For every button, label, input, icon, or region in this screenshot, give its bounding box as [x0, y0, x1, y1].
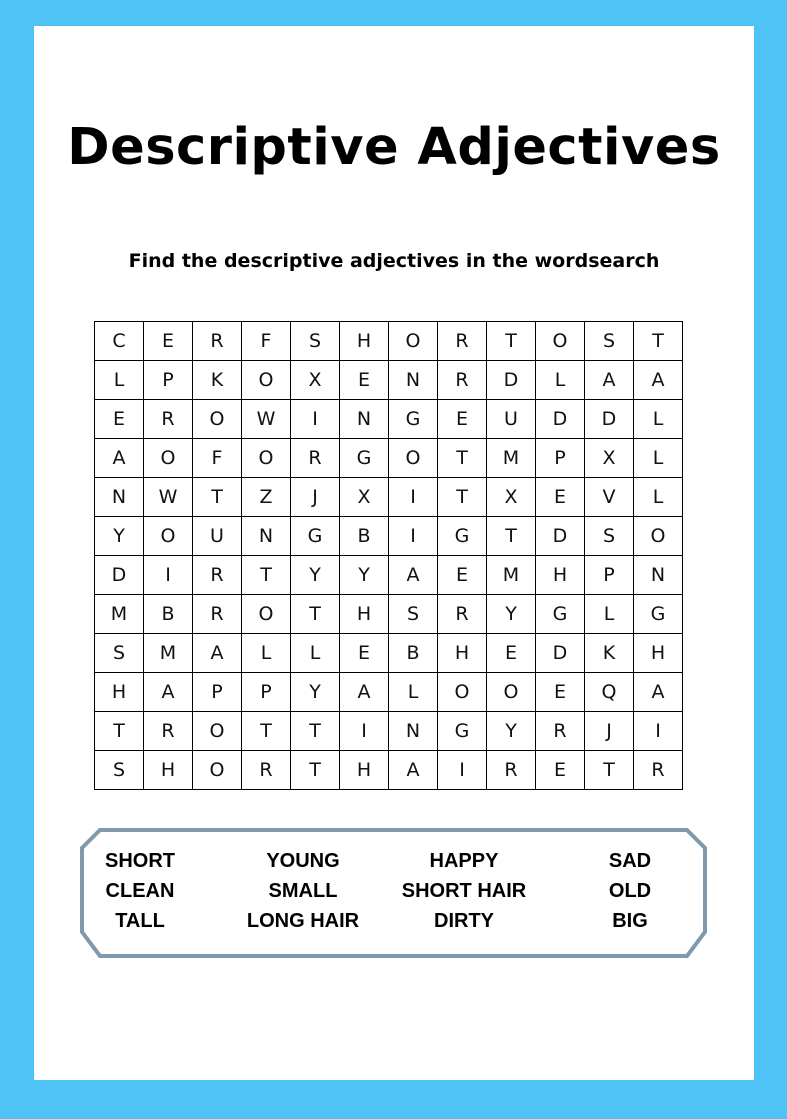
- word-list-item: HAPPY: [429, 850, 499, 872]
- wordsearch-grid: [94, 321, 683, 790]
- grid-row: [95, 751, 683, 790]
- worksheet-page: [34, 26, 754, 1080]
- grid-cell[interactable]: V: [585, 478, 634, 517]
- grid-cell[interactable]: I: [291, 400, 340, 439]
- grid-cell[interactable]: A: [634, 361, 683, 400]
- grid-cell[interactable]: G: [340, 439, 389, 478]
- grid-row: [95, 400, 683, 439]
- grid-cell[interactable]: O: [438, 673, 487, 712]
- grid-cell[interactable]: F: [193, 439, 242, 478]
- grid-cell[interactable]: G: [438, 712, 487, 751]
- grid-cell[interactable]: L: [634, 439, 683, 478]
- grid-cell[interactable]: T: [242, 712, 291, 751]
- grid-cell[interactable]: T: [242, 556, 291, 595]
- grid-cell[interactable]: L: [585, 595, 634, 634]
- grid-cell[interactable]: C: [95, 322, 144, 361]
- grid-cell[interactable]: T: [487, 322, 536, 361]
- grid-cell[interactable]: E: [536, 673, 585, 712]
- grid-cell[interactable]: R: [193, 595, 242, 634]
- grid-cell[interactable]: G: [536, 595, 585, 634]
- grid-cell[interactable]: O: [144, 517, 193, 556]
- word-list-item: BIG: [612, 910, 648, 932]
- grid-cell[interactable]: U: [193, 517, 242, 556]
- grid-cell[interactable]: B: [340, 517, 389, 556]
- grid-cell[interactable]: T: [438, 478, 487, 517]
- grid-cell[interactable]: X: [340, 478, 389, 517]
- word-list-item: TALL: [115, 910, 165, 932]
- grid-cell[interactable]: I: [144, 556, 193, 595]
- grid-cell[interactable]: A: [389, 556, 438, 595]
- grid-cell[interactable]: T: [291, 595, 340, 634]
- grid-cell[interactable]: T: [438, 439, 487, 478]
- grid-cell[interactable]: H: [340, 595, 389, 634]
- grid-row: [95, 673, 683, 712]
- grid-cell[interactable]: L: [95, 361, 144, 400]
- grid-row: [95, 712, 683, 751]
- grid-cell[interactable]: K: [193, 361, 242, 400]
- grid-cell[interactable]: I: [389, 517, 438, 556]
- grid-cell[interactable]: T: [585, 751, 634, 790]
- word-list-item: SMALL: [268, 880, 338, 902]
- grid-cell[interactable]: U: [487, 400, 536, 439]
- grid-cell[interactable]: H: [340, 751, 389, 790]
- grid-cell[interactable]: P: [585, 556, 634, 595]
- grid-cell[interactable]: D: [95, 556, 144, 595]
- grid-cell[interactable]: W: [242, 400, 291, 439]
- grid-cell[interactable]: I: [438, 751, 487, 790]
- word-list-box: [80, 828, 707, 958]
- grid-cell[interactable]: Q: [585, 673, 634, 712]
- grid-cell[interactable]: E: [144, 322, 193, 361]
- grid-cell[interactable]: M: [144, 634, 193, 673]
- grid-cell[interactable]: R: [487, 751, 536, 790]
- grid-cell[interactable]: Y: [487, 595, 536, 634]
- grid-cell[interactable]: O: [634, 517, 683, 556]
- grid-cell[interactable]: T: [95, 712, 144, 751]
- grid-cell[interactable]: O: [487, 673, 536, 712]
- grid-cell[interactable]: R: [193, 556, 242, 595]
- grid-cell[interactable]: H: [95, 673, 144, 712]
- grid-cell[interactable]: R: [144, 400, 193, 439]
- grid-cell[interactable]: M: [487, 556, 536, 595]
- grid-cell[interactable]: E: [340, 361, 389, 400]
- grid-cell[interactable]: E: [340, 634, 389, 673]
- grid-cell[interactable]: N: [242, 517, 291, 556]
- grid-cell[interactable]: A: [340, 673, 389, 712]
- grid-cell[interactable]: M: [487, 439, 536, 478]
- grid-cell[interactable]: B: [144, 595, 193, 634]
- grid-cell[interactable]: W: [144, 478, 193, 517]
- grid-cell[interactable]: Y: [340, 556, 389, 595]
- grid-cell[interactable]: L: [242, 634, 291, 673]
- word-list-item: YOUNG: [266, 850, 340, 872]
- grid-cell[interactable]: T: [291, 751, 340, 790]
- grid-cell[interactable]: S: [291, 322, 340, 361]
- grid-cell[interactable]: H: [438, 634, 487, 673]
- grid-cell[interactable]: A: [585, 361, 634, 400]
- grid-cell[interactable]: I: [634, 712, 683, 751]
- grid-cell[interactable]: N: [340, 400, 389, 439]
- grid-cell[interactable]: Y: [487, 712, 536, 751]
- word-list-item: CLEAN: [105, 880, 175, 902]
- grid-cell[interactable]: I: [389, 478, 438, 517]
- grid-row: [95, 634, 683, 673]
- grid-row: [95, 361, 683, 400]
- grid-cell[interactable]: O: [193, 400, 242, 439]
- grid-row: [95, 478, 683, 517]
- grid-cell[interactable]: E: [487, 634, 536, 673]
- grid-cell[interactable]: L: [634, 400, 683, 439]
- grid-cell[interactable]: L: [291, 634, 340, 673]
- grid-row: [95, 517, 683, 556]
- grid-cell[interactable]: O: [389, 322, 438, 361]
- grid-cell[interactable]: P: [144, 361, 193, 400]
- grid-cell[interactable]: G: [438, 517, 487, 556]
- grid-cell[interactable]: F: [242, 322, 291, 361]
- grid-cell[interactable]: O: [389, 439, 438, 478]
- grid-cell[interactable]: N: [95, 478, 144, 517]
- grid-cell[interactable]: R: [438, 361, 487, 400]
- grid-cell[interactable]: L: [634, 478, 683, 517]
- grid-row: [95, 322, 683, 361]
- grid-cell[interactable]: J: [291, 478, 340, 517]
- grid-cell[interactable]: O: [242, 361, 291, 400]
- word-list-item: SAD: [608, 850, 652, 872]
- grid-cell[interactable]: D: [487, 361, 536, 400]
- grid-cell[interactable]: Z: [242, 478, 291, 517]
- grid-cell[interactable]: Y: [291, 673, 340, 712]
- grid-cell[interactable]: O: [193, 751, 242, 790]
- instruction-text: Find the descriptive adjectives in the wordsearch: [128, 250, 660, 272]
- grid-cell[interactable]: M: [95, 595, 144, 634]
- grid-cell[interactable]: E: [95, 400, 144, 439]
- grid-cell[interactable]: E: [438, 556, 487, 595]
- grid-cell[interactable]: O: [144, 439, 193, 478]
- grid-cell[interactable]: X: [291, 361, 340, 400]
- grid-row: [95, 439, 683, 478]
- grid-cell[interactable]: J: [585, 712, 634, 751]
- grid-cell[interactable]: K: [585, 634, 634, 673]
- grid-cell[interactable]: T: [291, 712, 340, 751]
- grid-cell[interactable]: Y: [95, 517, 144, 556]
- grid-cell[interactable]: H: [634, 634, 683, 673]
- grid-cell[interactable]: N: [389, 361, 438, 400]
- grid-cell[interactable]: R: [291, 439, 340, 478]
- word-list-item: OLD: [608, 880, 652, 902]
- grid-cell[interactable]: N: [634, 556, 683, 595]
- grid-cell[interactable]: R: [242, 751, 291, 790]
- grid-cell[interactable]: R: [193, 322, 242, 361]
- word-list-item: SHORT HAIR: [401, 880, 527, 902]
- grid-cell[interactable]: A: [144, 673, 193, 712]
- word-list-item: LONG HAIR: [246, 910, 360, 932]
- grid-cell[interactable]: N: [389, 712, 438, 751]
- grid-cell[interactable]: E: [536, 478, 585, 517]
- grid-cell[interactable]: Y: [291, 556, 340, 595]
- grid-cell[interactable]: S: [585, 322, 634, 361]
- grid-cell[interactable]: O: [536, 322, 585, 361]
- word-list-item: SHORT: [105, 850, 175, 872]
- grid-cell[interactable]: R: [634, 751, 683, 790]
- grid-cell[interactable]: T: [193, 478, 242, 517]
- grid-cell[interactable]: X: [585, 439, 634, 478]
- grid-cell[interactable]: O: [242, 439, 291, 478]
- grid-cell[interactable]: P: [193, 673, 242, 712]
- grid-cell[interactable]: A: [389, 751, 438, 790]
- grid-row: [95, 556, 683, 595]
- grid-cell[interactable]: P: [536, 439, 585, 478]
- grid-cell[interactable]: O: [242, 595, 291, 634]
- grid-cell[interactable]: G: [389, 400, 438, 439]
- grid-cell[interactable]: R: [536, 712, 585, 751]
- grid-cell[interactable]: E: [438, 400, 487, 439]
- grid-cell[interactable]: P: [242, 673, 291, 712]
- grid-cell[interactable]: S: [585, 517, 634, 556]
- grid-cell[interactable]: T: [487, 517, 536, 556]
- grid-cell[interactable]: A: [193, 634, 242, 673]
- grid-cell[interactable]: D: [536, 634, 585, 673]
- grid-cell[interactable]: S: [95, 634, 144, 673]
- grid-cell[interactable]: H: [536, 556, 585, 595]
- grid-cell[interactable]: B: [389, 634, 438, 673]
- grid-cell[interactable]: D: [536, 400, 585, 439]
- grid-cell[interactable]: G: [634, 595, 683, 634]
- grid-cell[interactable]: D: [536, 517, 585, 556]
- grid-cell[interactable]: A: [634, 673, 683, 712]
- grid-cell[interactable]: A: [95, 439, 144, 478]
- grid-cell[interactable]: L: [536, 361, 585, 400]
- grid-cell[interactable]: L: [389, 673, 438, 712]
- grid-cell[interactable]: R: [438, 322, 487, 361]
- grid-cell[interactable]: X: [487, 478, 536, 517]
- grid-cell[interactable]: I: [340, 712, 389, 751]
- grid-cell[interactable]: H: [340, 322, 389, 361]
- grid-row: [95, 595, 683, 634]
- grid-cell[interactable]: G: [291, 517, 340, 556]
- word-list-item: DIRTY: [434, 910, 494, 932]
- grid-cell[interactable]: D: [585, 400, 634, 439]
- grid-cell[interactable]: S: [95, 751, 144, 790]
- grid-cell[interactable]: S: [389, 595, 438, 634]
- grid-cell[interactable]: R: [144, 712, 193, 751]
- grid-cell[interactable]: O: [193, 712, 242, 751]
- grid-cell[interactable]: R: [438, 595, 487, 634]
- grid-cell[interactable]: T: [634, 322, 683, 361]
- page-title: Descriptive Adjectives: [67, 118, 721, 177]
- grid-cell[interactable]: E: [536, 751, 585, 790]
- grid-cell[interactable]: H: [144, 751, 193, 790]
